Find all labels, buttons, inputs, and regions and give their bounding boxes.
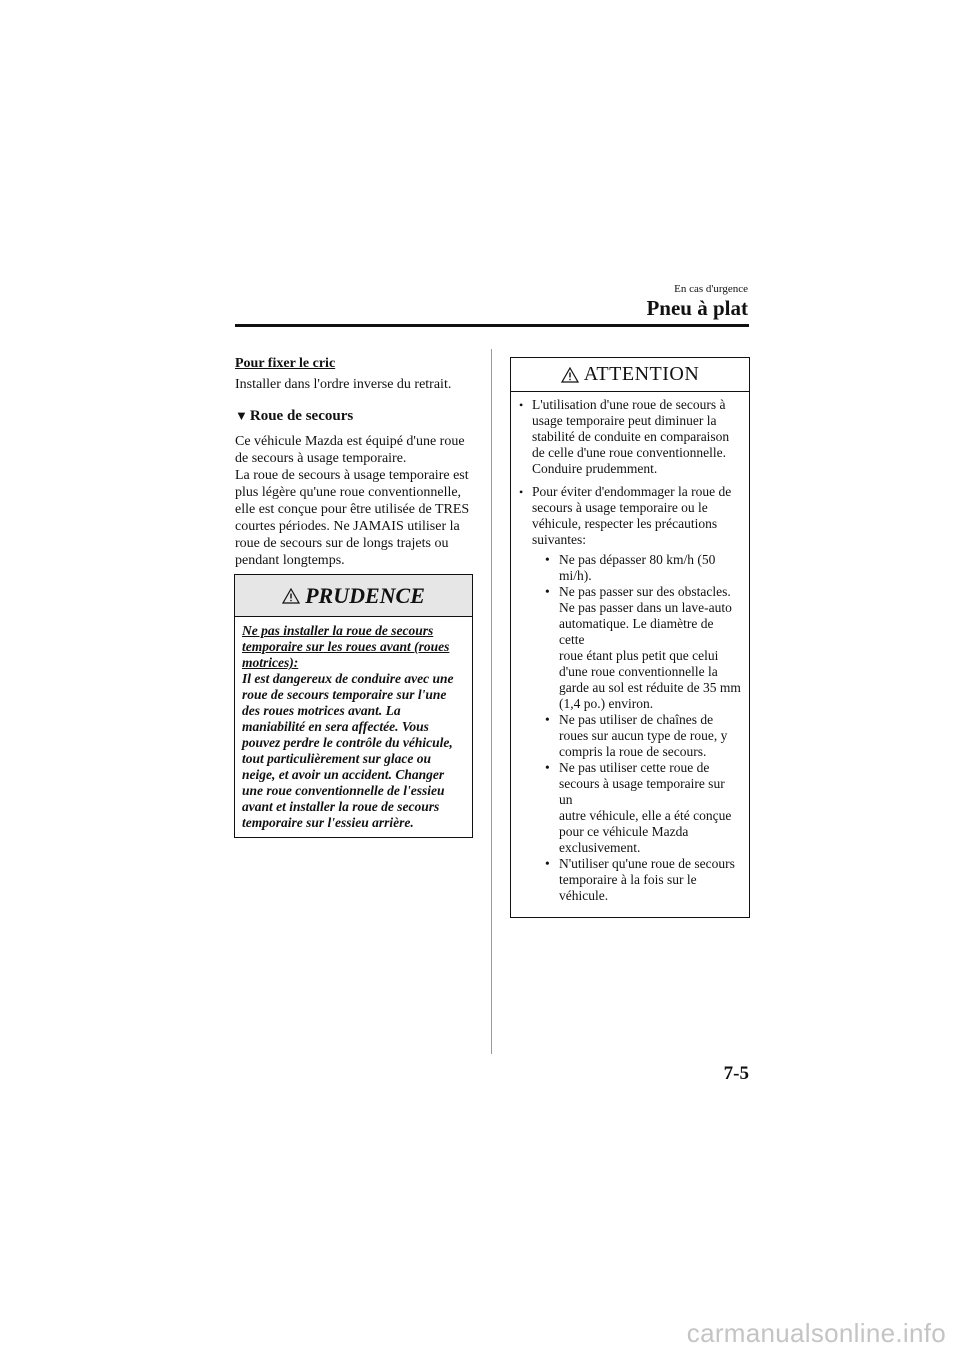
caution-line: Il est dangereux de conduire avec une bbox=[242, 671, 454, 686]
sub-line: Ne pas utiliser de chaînes de bbox=[559, 712, 714, 727]
bullet-line: de celle d'une roue conventionnelle. bbox=[532, 445, 726, 460]
sub-item bbox=[545, 552, 741, 584]
bullet-line: Pour éviter d'endommager la roue de bbox=[532, 484, 732, 499]
sub-line: Ne pas passer sur des obstacles. bbox=[559, 584, 731, 599]
triangle-down-icon: ▼ bbox=[235, 408, 248, 423]
section-label: En cas d'urgence bbox=[674, 283, 748, 295]
attention-title: ATTENTION bbox=[583, 363, 700, 385]
left-column bbox=[235, 355, 475, 569]
watermark: carmanualsonline.info bbox=[686, 1318, 946, 1348]
caution-line: neige, et avoir un accident. Changer bbox=[242, 767, 445, 782]
body-line: La roue de secours à usage temporaire est bbox=[235, 468, 469, 483]
caution-header bbox=[235, 575, 472, 617]
bullet-icon: • bbox=[519, 485, 524, 499]
sub-item bbox=[545, 760, 741, 856]
body-line: de secours à usage temporaire. bbox=[235, 451, 407, 466]
sub-line: roue étant plus petit que celui bbox=[559, 648, 719, 663]
bullet-line: usage temporaire peut diminuer la bbox=[532, 413, 717, 428]
sub-line: automatique. Le diamètre de cette bbox=[559, 616, 714, 647]
sub-line: pour ce véhicule Mazda bbox=[559, 824, 689, 839]
sub-bullet-icon: • bbox=[545, 552, 550, 567]
bullet-line: Conduire prudemment. bbox=[532, 461, 658, 476]
sub-line: Ne pas dépasser 80 km/h (50 bbox=[559, 552, 716, 567]
sub-line: N'utiliser qu'une roue de secours bbox=[559, 856, 735, 871]
sub-line: exclusivement. bbox=[559, 840, 641, 855]
attention-bullet bbox=[519, 397, 741, 477]
attention-box bbox=[510, 357, 750, 918]
sub-line: Ne pas utiliser cette roue de bbox=[559, 760, 710, 775]
sub-line: temporaire à la fois sur le bbox=[559, 872, 697, 887]
caution-line: roue de secours temporaire sur l'une bbox=[242, 687, 447, 702]
sub-bullet-icon: • bbox=[545, 712, 550, 727]
sub-line: mi/h). bbox=[559, 568, 592, 583]
sub-bullet-icon: • bbox=[545, 856, 550, 871]
sub-line: d'une roue conventionnelle la bbox=[559, 664, 718, 679]
sub-bullet-icon: • bbox=[545, 760, 550, 775]
subheading: Pour fixer le cric bbox=[235, 356, 336, 371]
section-heading bbox=[235, 407, 475, 425]
caution-underlined-line: temporaire sur les roues avant (roues bbox=[242, 639, 450, 654]
caution-line: maniabilité en sera affectée. Vous bbox=[242, 719, 429, 734]
body-line: roue de secours sur de longs trajets ou bbox=[235, 536, 449, 551]
sub-bullet-icon: • bbox=[545, 584, 550, 599]
caution-line: une roue conventionnelle de l'essieu bbox=[242, 783, 445, 798]
sub-item bbox=[545, 584, 741, 712]
caution-underlined-line: motrices): bbox=[242, 655, 299, 670]
caution-title: PRUDENCE bbox=[305, 582, 425, 608]
caution-line: avant et installer la roue de secours bbox=[242, 799, 440, 814]
header-rule bbox=[235, 324, 749, 327]
section-heading-text: Roue de secours bbox=[249, 408, 354, 424]
bullet-line: L'utilisation d'une roue de secours à bbox=[532, 397, 726, 412]
page-title: Pneu à plat bbox=[646, 296, 748, 320]
sub-line: garde au sol est réduite de 35 mm bbox=[559, 680, 741, 695]
sublist bbox=[545, 552, 741, 904]
caution-line: pouvez perdre le contrôle du véhicule, bbox=[242, 735, 453, 750]
body-line: Ce véhicule Mazda est équipé d'une roue bbox=[235, 434, 465, 449]
bullet-line: secours à usage temporaire ou le bbox=[532, 500, 708, 515]
subheading-text: Installer dans l'ordre inverse du retrait. bbox=[235, 377, 452, 392]
sub-line: Ne pas passer dans un lave-auto bbox=[559, 600, 732, 615]
caution-line: des roues motrices avant. La bbox=[242, 703, 401, 718]
sub-line: véhicule. bbox=[559, 888, 609, 903]
body-line: plus légère qu'une roue conventionnelle, bbox=[235, 485, 462, 500]
page-number: 7-5 bbox=[723, 1063, 749, 1084]
body-line: pendant longtemps. bbox=[235, 553, 345, 568]
caution-underlined-line: Ne pas installer la roue de secours bbox=[242, 623, 434, 638]
bullet-line: véhicule, respecter les précautions bbox=[532, 516, 718, 531]
bullet-icon: • bbox=[519, 398, 524, 412]
attention-bullet bbox=[519, 484, 741, 904]
caution-line: temporaire sur l'essieu arrière. bbox=[242, 815, 414, 830]
sub-line: secours à usage temporaire sur un bbox=[559, 776, 725, 807]
sub-line: (1,4 po.) environ. bbox=[559, 696, 654, 711]
attention-header bbox=[511, 358, 749, 392]
warning-triangle-icon bbox=[282, 588, 300, 604]
caution-box bbox=[234, 574, 473, 838]
bullet-line: suivantes: bbox=[532, 532, 586, 547]
warning-triangle-icon bbox=[561, 367, 579, 383]
sub-line: autre véhicule, elle a été conçue bbox=[559, 808, 732, 823]
body-line: courtes périodes. Ne JAMAIS utiliser la bbox=[235, 519, 460, 534]
sub-line: roues sur aucun type de roue, y bbox=[559, 728, 728, 743]
body-text bbox=[235, 433, 475, 569]
bullet-line: stabilité de conduite en comparaison bbox=[532, 429, 730, 444]
body-line: elle est conçue pour être utilisée de TRES bbox=[235, 502, 470, 517]
caution-body bbox=[235, 617, 472, 837]
sub-item bbox=[545, 856, 741, 904]
caution-line: tout particulièrement sur glace ou bbox=[242, 751, 432, 766]
sub-item bbox=[545, 712, 741, 760]
column-divider bbox=[491, 349, 492, 1054]
sub-line: compris la roue de secours. bbox=[559, 744, 707, 759]
attention-body bbox=[511, 392, 749, 917]
